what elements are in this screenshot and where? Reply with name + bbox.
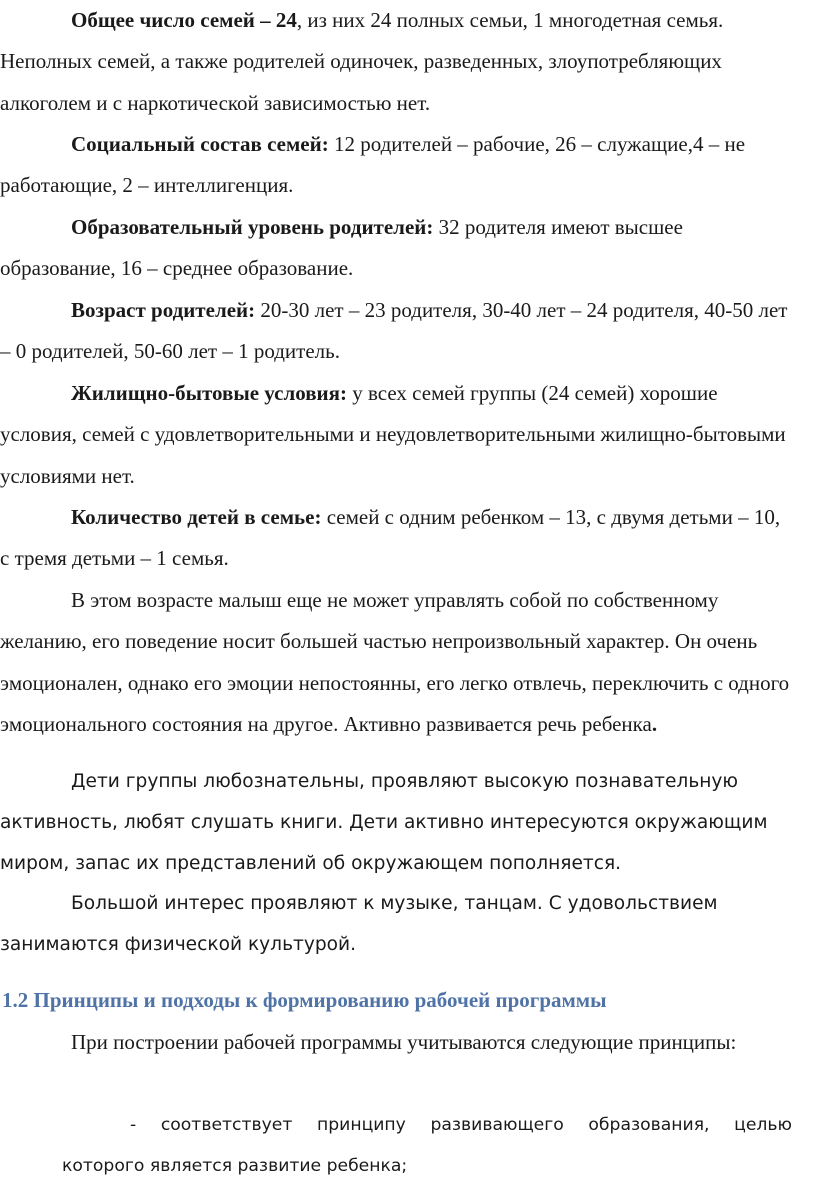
children-count-label: Количество детей в семье: bbox=[71, 505, 322, 529]
living-conditions-label: Жилищно-бытовые условия: bbox=[71, 381, 348, 405]
curiosity-text: Дети группы любознательны, проявляют высокую познавательную активность, любят слушать книги. Дети активно интересуются окружающим миром, запас их представлений об окружающем пополняется. bbox=[0, 771, 768, 874]
principle-line-1: - соответствует принципу развивающего образования, целью bbox=[130, 1115, 792, 1135]
principle-line-2: которого является развитие ребенка; bbox=[62, 1156, 408, 1176]
education-level-label: Образовательный уровень родителей: bbox=[71, 215, 434, 239]
age-features-end: . bbox=[651, 711, 658, 736]
families-count-text: , из них 24 полных семьи, 1 многодетная семья. Неполных семей, а также родителей одиночек, разведенных, злоупотребляющих алкоголем и с наркотической зависимостью нет. bbox=[0, 8, 724, 115]
age-features-text: В этом возрасте малыш еще не может управлять собой по собственному желанию, его поведение носит большей частью непроизвольный характер. Он очень эмоционален, однако его эмоции непостоянны, его легко отвлечь, переключить с одного эмоционального состояния на другое. Активно развивается речь ребенка bbox=[0, 588, 790, 736]
paragraph-living-conditions bbox=[0, 373, 792, 497]
section-heading: 1.2 Принципы и подходы к формированию рабочей программы bbox=[2, 988, 607, 1012]
families-count-label: Общее число семей – 24 bbox=[71, 8, 297, 32]
paragraph-families-count bbox=[0, 0, 792, 124]
paragraph-interests bbox=[0, 884, 792, 966]
social-composition-label: Социальный состав семей: bbox=[71, 132, 329, 156]
social-composition-text: 12 родителей – рабочие, 26 – служащие,4 – не работающие, 2 – интеллигенция. bbox=[0, 132, 746, 198]
parents-age-label: Возраст родителей: bbox=[71, 298, 256, 322]
parents-age-text: 20-30 лет – 23 родителя, 30-40 лет – 24 родителя, 40-50 лет – 0 родителей, 50-60 лет – 1 родитель. bbox=[0, 298, 788, 364]
paragraph-parents-age bbox=[0, 290, 792, 373]
principles-intro-text: При построении рабочей программы учитываются следующие принципы: bbox=[71, 1030, 737, 1054]
paragraph-social-composition bbox=[0, 124, 792, 207]
living-conditions-text: у всех семей группы (24 семей) хорошие условия, семей с удовлетворительными и неудовлетворительными жилищно-бытовыми условиями нет. bbox=[0, 381, 786, 488]
list-item-principle bbox=[62, 1105, 792, 1187]
paragraph-age-features bbox=[0, 580, 792, 745]
paragraph-curiosity bbox=[0, 762, 792, 884]
paragraph-children-count bbox=[0, 497, 792, 580]
children-count-text: семей с одним ребенком – 13, с двумя детьми – 10, с тремя детьми – 1 семья. bbox=[0, 505, 781, 571]
interests-text: Большой интерес проявляют к музыке, танцам. С удовольствием занимаются физической культурой. bbox=[0, 893, 718, 955]
education-level-text: 32 родителя имеют высшее образование, 16 – среднее образование. bbox=[0, 215, 683, 281]
paragraph-education-level bbox=[0, 207, 792, 290]
paragraph-principles-intro bbox=[0, 1022, 792, 1063]
